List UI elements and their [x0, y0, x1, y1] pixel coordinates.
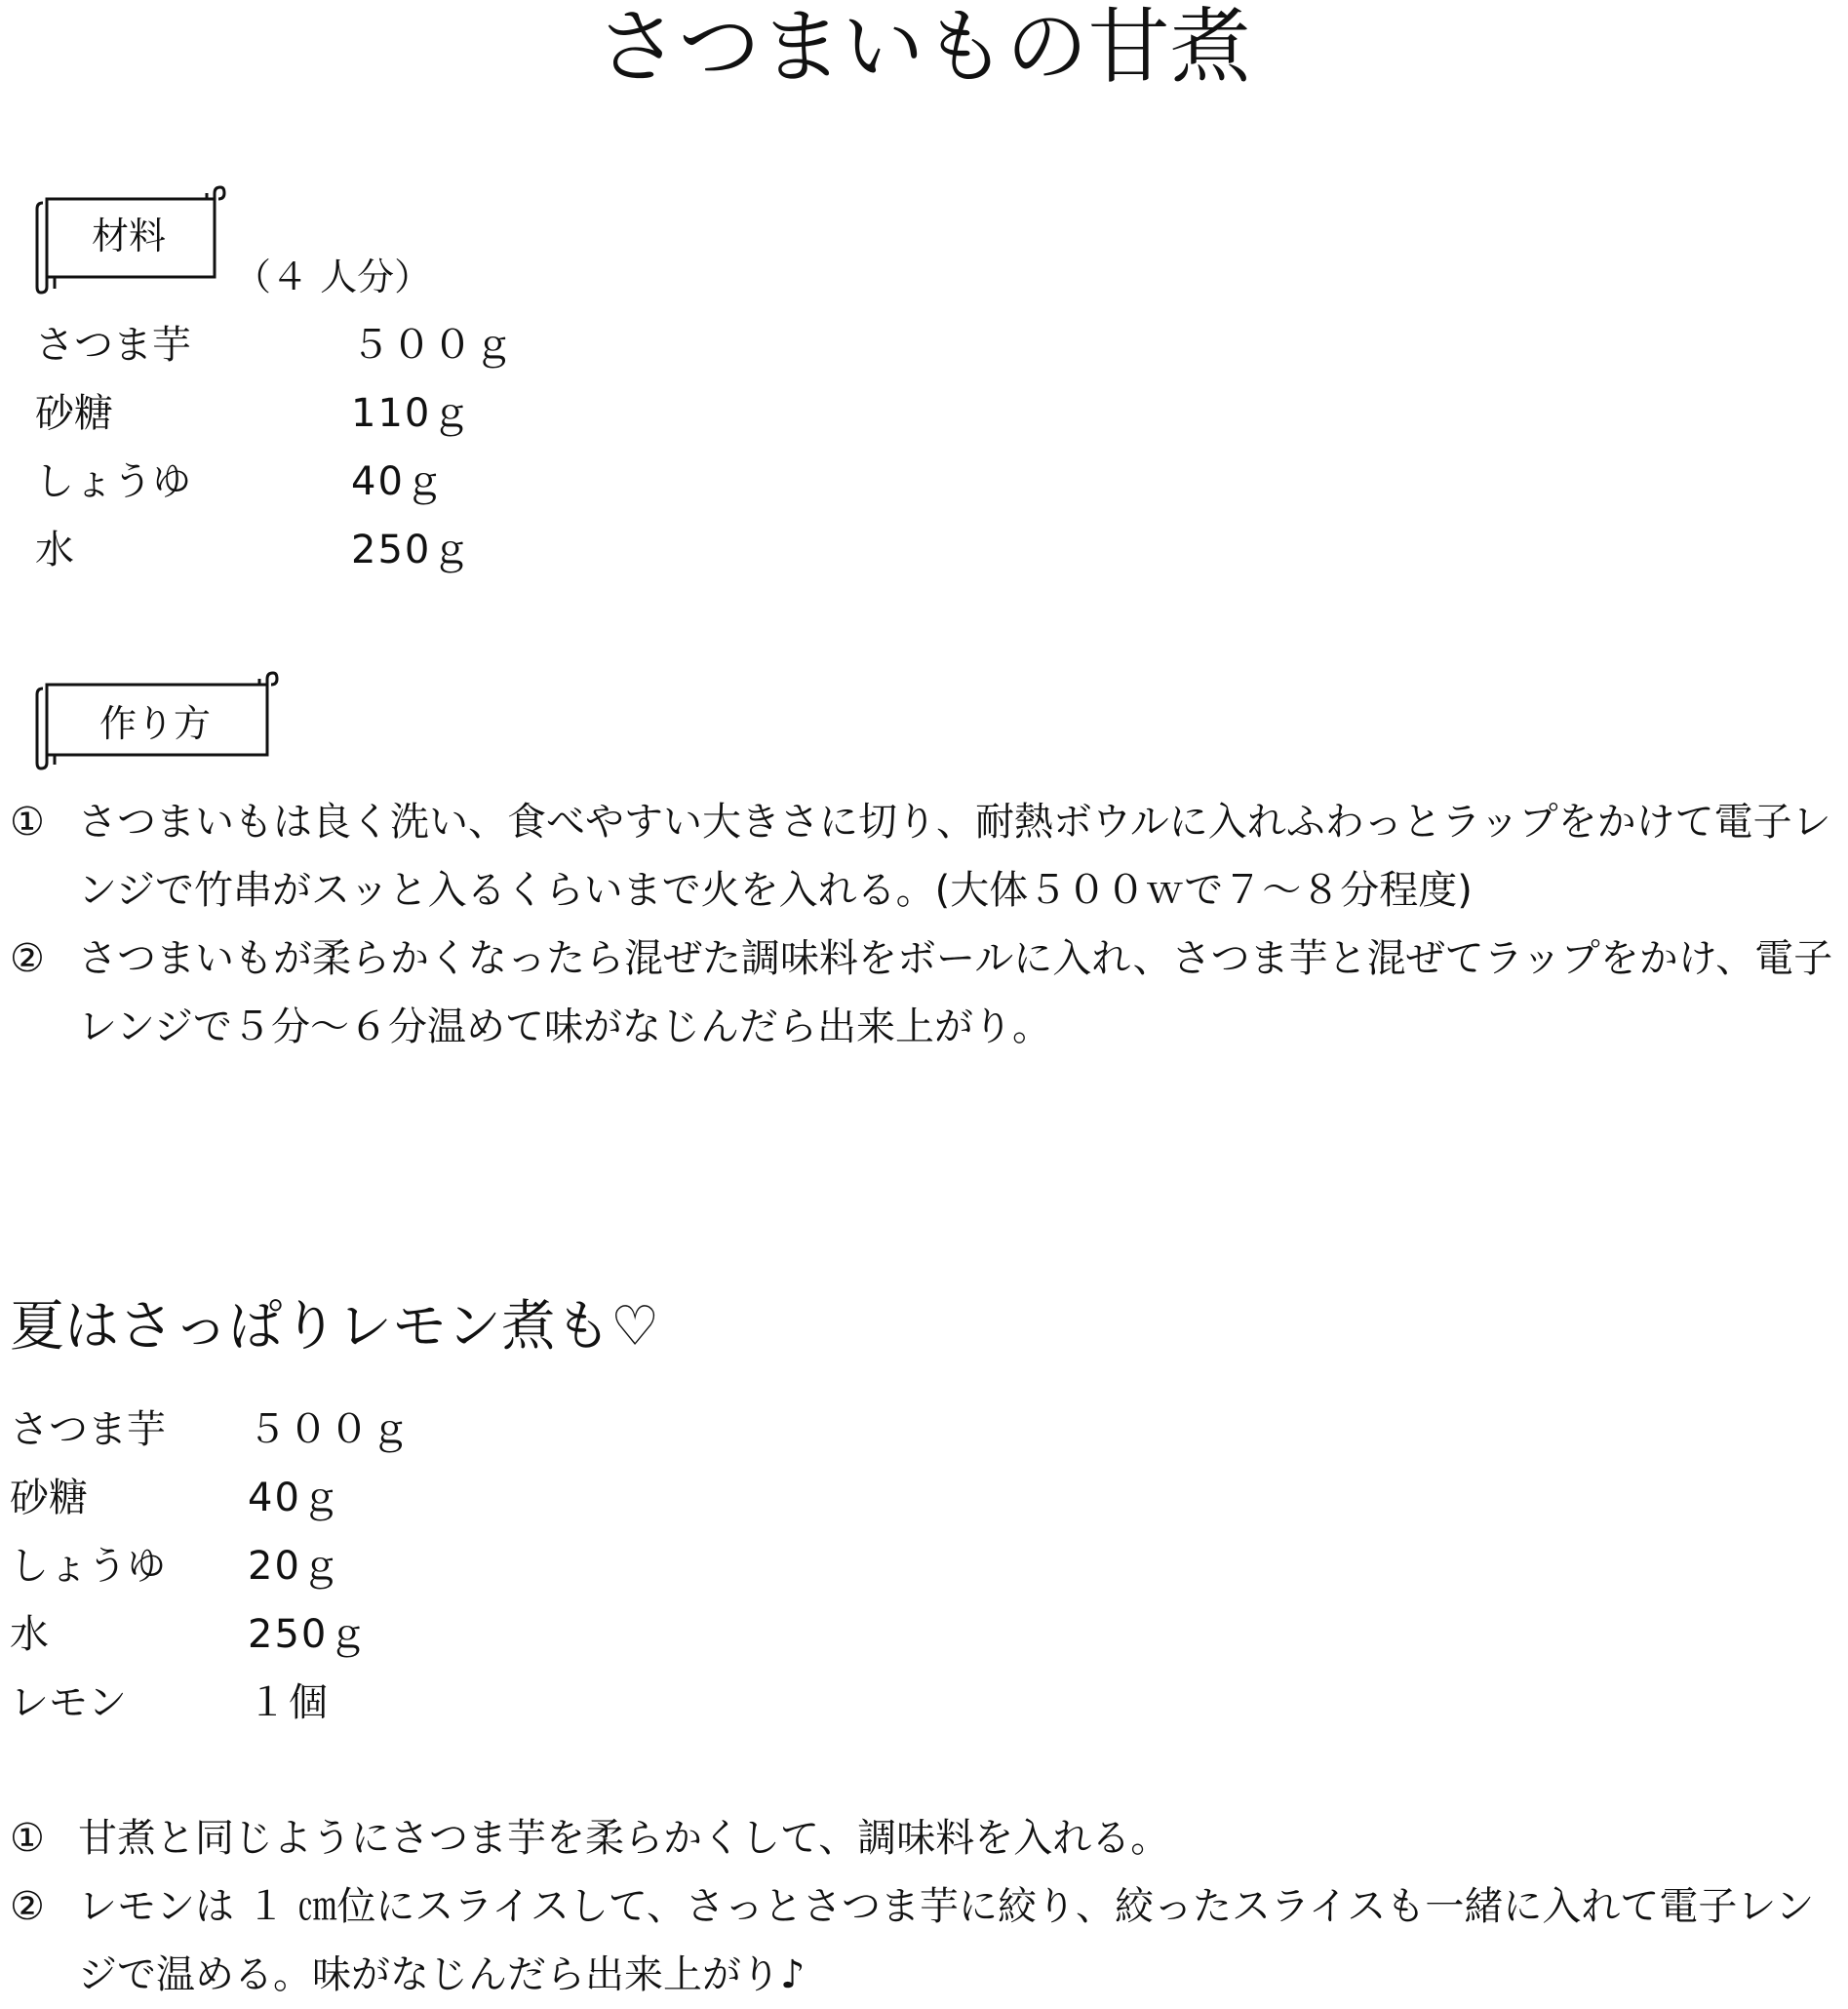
method-label [35, 671, 279, 770]
ingredient-name: さつま芋 [35, 323, 191, 368]
step-number: ② [10, 936, 45, 981]
ingredient-amount: 40ｇ [351, 459, 446, 504]
ingredient-amount: 250ｇ [351, 528, 473, 572]
ingredient-name: レモン [10, 1680, 127, 1725]
step-text: さつまいもが柔らかくなったら混ぜた調味料をボールに入れ、さつま芋と混ぜてラップをかけ、電子レンジで５分～６分温めて味がなじんだら出来上がり。 [78, 936, 1833, 1049]
ingredient-amount: 40ｇ [248, 1476, 342, 1520]
materials-label-text: 材料 [92, 215, 167, 257]
ingredient-name: さつま芋 [10, 1407, 166, 1452]
ingredient-name: 砂糖 [35, 391, 113, 436]
step-text: さつまいもは良く洗い、食べやすい大きさに切り、耐熱ボウルに入れふわっとラップをかけて電子レンジで竹串がスッと入るくらいまで火を入れる。(大体５００ｗで７～８分程度) [78, 800, 1831, 913]
ingredient-name: しょうゆ [35, 459, 191, 504]
method-label-text: 作り方 [99, 702, 212, 745]
step-number: ② [10, 1884, 45, 1929]
ingredient-amount: 20ｇ [248, 1544, 342, 1589]
step-text: レモンは １ ㎝位にスライスして、さっとさつま芋に絞り、絞ったスライスも一緒に入れて電子レンジで温める。味がなじんだら出来上がり♪ [78, 1884, 1815, 1997]
step-number: ① [10, 1816, 45, 1861]
ingredient-name: 水 [35, 528, 74, 572]
lemon-title: 夏はさっぱりレモン煮も♡ [10, 1295, 660, 1359]
ingredient-name: 水 [10, 1612, 49, 1657]
servings: （４ 人分） [234, 256, 432, 298]
materials-label [35, 185, 226, 295]
ingredient-amount: 250ｇ [248, 1612, 370, 1657]
page-title: さつまいもの甘煮 [596, 0, 1252, 95]
ingredient-name: 砂糖 [10, 1476, 88, 1520]
step-number: ① [10, 800, 45, 845]
ingredient-amount: ５００ｇ [248, 1407, 412, 1452]
ingredient-amount: ５００ｇ [351, 323, 515, 368]
ingredient-amount: １個 [248, 1680, 330, 1725]
ingredient-name: しょうゆ [10, 1544, 166, 1589]
ingredient-amount: 110ｇ [351, 391, 473, 436]
step-text: 甘煮と同じようにさつま芋を柔らかくして、調味料を入れる。 [78, 1816, 1170, 1861]
